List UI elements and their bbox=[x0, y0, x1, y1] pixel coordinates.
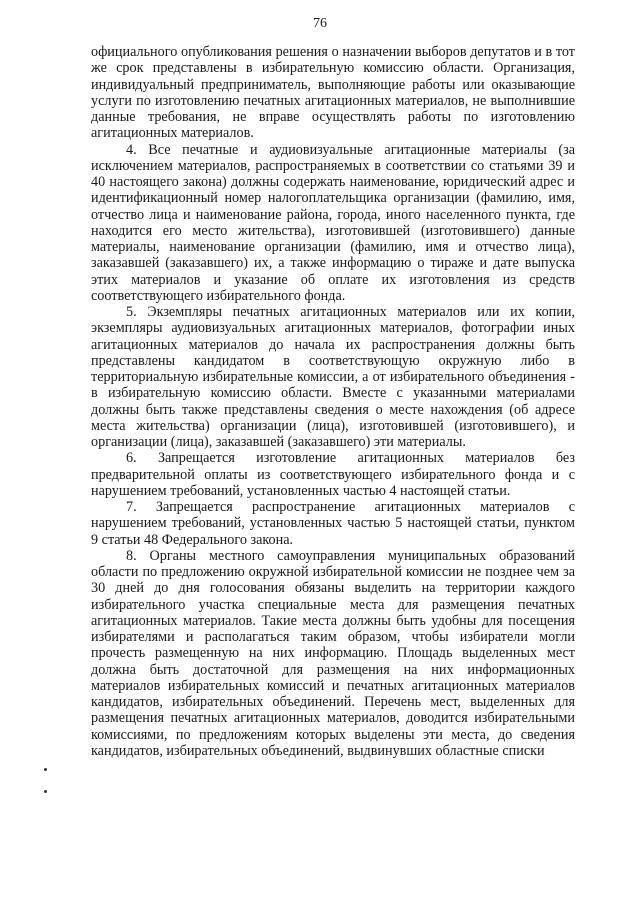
paragraph-part-4: 4. Все печатные и аудиовизуальные агитационные материалы (за исключением материалов, распространяемых в соответствии со статьями 39 и 40 настоящего закона) должны содержать наименование, юридический адрес и идентификационный номер налогоплательщика организации (фамилию, имя, отчество лица и наименование района, города, иного населенного пункта, где находится его место жительства), изготовившей (изготовившего) данные материалы, наименование организации (фамилию, имя и отчество лица), заказавшей (заказавшего) их, а также информацию о тираже и дате выпуска этих материалов и указание об оплате их изготовления из средств соответствующего избирательного фонда. bbox=[91, 141, 575, 304]
scan-speck bbox=[44, 790, 47, 793]
scan-speck bbox=[44, 768, 47, 771]
paragraph-part-8: 8. Органы местного самоуправления муниципальных образований области по предложению окружной избирательной комиссии не позднее чем за 30 дней до дня голосования обязаны выделить на территории каждого избирательного участка специальные места для размещения печатных агитационных материалов. Такие места должны быть удобны для посещения избирателями и располагаться таким образом, чтобы избиратели могли прочесть размещенную на них информацию. Площадь выделенных мест должна быть достаточной для размещения на них информационных материалов избирательных комиссий и печатных агитационных материалов кандидатов, избирательных объединений. Перечень мест, выделенных для размещения печатных агитационных материалов, доводится избирательными комиссиями, по предложениям которых выделены эти места, до сведения кандидатов, избирательных объединений, выдвинувших областные списки bbox=[91, 547, 575, 759]
paragraph-part-5: 5. Экземпляры печатных агитационных материалов или их копии, экземпляры аудиовизуальных агитационных материалов, фотографии иных агитационных материалов до начала их распространения должны быть представлены кандидатом в соответствующую окружную либо в территориальную избирательные комиссии, а от избирательного объединения - в избирательную комиссию области. Вместе с указанными материалами должны быть также представлены сведения о месте нахождения (об адресе места жительства) организации (лица), изготовившей (изготовившего), и организации (лица), заказавшей (заказавшего) эти материалы. bbox=[91, 304, 575, 450]
paragraph-part-7: 7. Запрещается распространение агитационных материалов с нарушением требований, установленных частью 5 настоящей статьи, пунктом 9 статьи 48 Федерального закона. bbox=[91, 499, 575, 548]
page-number: 76 bbox=[313, 16, 327, 31]
paragraph-part-6: 6. Запрещается изготовление агитационных материалов без предварительной оплаты из соответствующего избирательного фонда и с нарушением требований, установленных частью 4 настоящей статьи. bbox=[91, 450, 575, 499]
paragraph-continuation: официального опубликования решения о назначении выборов депутатов и в тот же срок представлены в избирательную комиссию области. Организация, индивидуальный предприниматель, выполняющие работы или оказывающие услуги по изготовлению печатных агитационных материалов, не выполнившие данные требования, не вправе осуществлять работы по изготовлению агитационных материалов. bbox=[91, 44, 575, 142]
document-body bbox=[91, 44, 575, 759]
